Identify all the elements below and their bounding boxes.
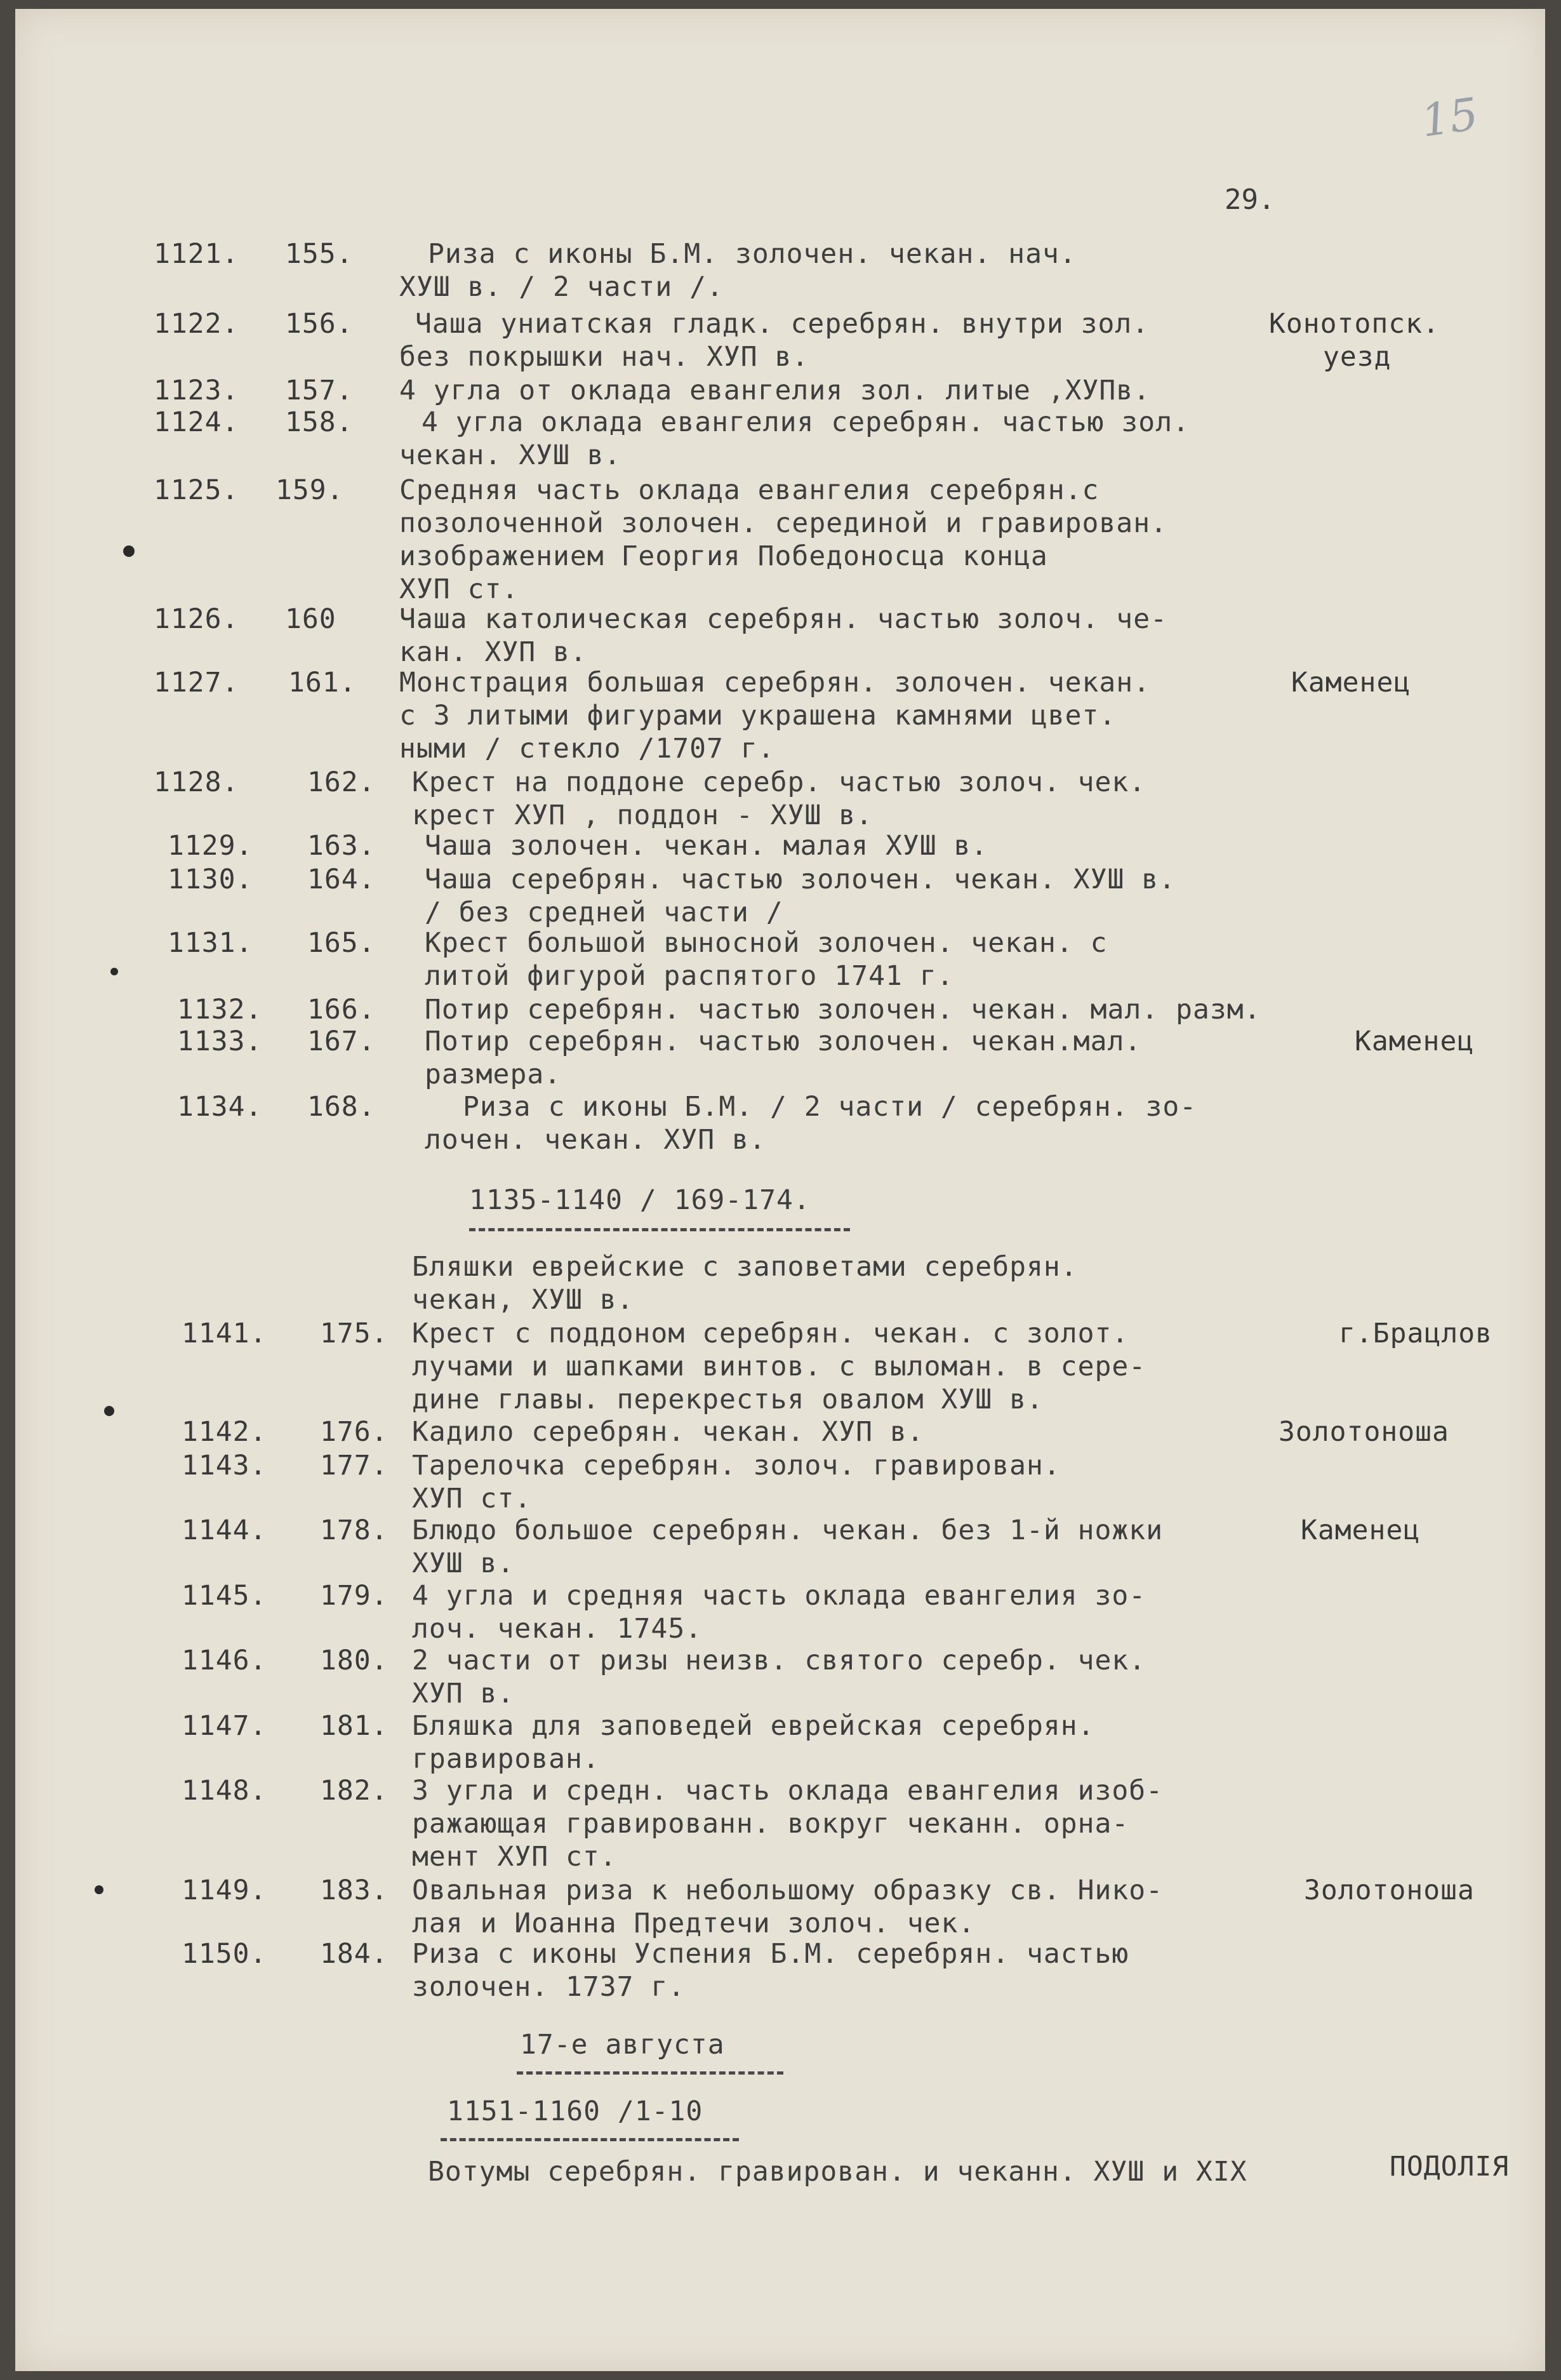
group-text-line: чекан, ХУШ в. bbox=[412, 1284, 634, 1316]
entry-text-line: с 3 литыми фигурами украшена камнями цвет. bbox=[399, 700, 1117, 732]
entry-text-line: Риза с иконы Б.М. / 2 части / серебрян. зо- bbox=[463, 1091, 1197, 1123]
entry-number: 1125. bbox=[154, 474, 239, 506]
entry-text-line: Средняя часть оклада евангелия серебрян.с bbox=[399, 474, 1099, 506]
entry-number: 1145. bbox=[182, 1580, 267, 1612]
group-text-line: Вотумы серебрян. гравирован. и чеканн. ХУШ и ХIХ bbox=[428, 2156, 1247, 2188]
entry-text-line: мент ХУП ст. bbox=[412, 1841, 617, 1873]
entry-place: Каменец bbox=[1291, 667, 1411, 699]
entry-old-number: 180. bbox=[320, 1645, 389, 1676]
entry-text-line: гравирован. bbox=[412, 1743, 600, 1775]
entry-text-line: Крест большой выносной золочен. чекан. с bbox=[425, 927, 1108, 959]
entry-old-number: 168. bbox=[307, 1091, 376, 1123]
entry-number: 1121. bbox=[154, 238, 239, 270]
entry-text-line: лочен. чекан. ХУП в. bbox=[425, 1124, 766, 1156]
entry-text-line: кан. ХУП в. bbox=[399, 636, 587, 668]
entry-text-line: Потир серебрян. частью золочен. чекан. мал. разм. bbox=[425, 994, 1261, 1026]
entry-old-number: 179. bbox=[320, 1580, 389, 1612]
entry-text-line: 2 части от ризы неизв. святого серебр. чек. bbox=[412, 1645, 1146, 1676]
entry-number: 1123. bbox=[154, 375, 239, 406]
entry-place: Каменец bbox=[1301, 1514, 1421, 1546]
entry-old-number: 178. bbox=[320, 1514, 389, 1546]
entry-text-line: Блюдо большое серебрян. чекан. без 1-й ножки bbox=[412, 1514, 1164, 1546]
entry-place: Золотоноша bbox=[1304, 1875, 1475, 1906]
entry-text-line: лая и Иоанна Предтечи золоч. чек. bbox=[412, 1908, 976, 1939]
entry-text-line: 3 угла и средн. часть оклада евангелия изоб- bbox=[412, 1775, 1164, 1807]
entry-old-number: 181. bbox=[320, 1710, 389, 1742]
entry-text-line: литой фигурой распятого 1741 г. bbox=[425, 960, 954, 992]
entry-place: уезд bbox=[1323, 341, 1392, 373]
entry-place: Каменец bbox=[1355, 1026, 1475, 1057]
entry-text-line: позолоченной золочен. серединой и гравирован. bbox=[399, 507, 1167, 539]
entry-old-number: 166. bbox=[307, 994, 376, 1026]
entry-place: ПОДОЛІЯ bbox=[1390, 2151, 1510, 2183]
entry-text-line: чекан. ХУШ в. bbox=[399, 439, 621, 471]
entry-place: г.Брацлов bbox=[1339, 1318, 1492, 1349]
page-number: 29. bbox=[1225, 184, 1275, 216]
entry-text-line: ХУП ст. bbox=[412, 1483, 532, 1514]
entry-number: 1133. bbox=[177, 1026, 263, 1057]
entry-text-line: изображением Георгия Победоносца конца bbox=[399, 540, 1048, 572]
entry-text-line: Тарелочка серебрян. золоч. гравирован. bbox=[412, 1450, 1061, 1481]
entry-text-line: ХУШ в. bbox=[412, 1548, 515, 1579]
dashed-underline bbox=[469, 1228, 850, 1231]
ink-speck bbox=[104, 1406, 114, 1416]
group-text-line: Бляшки еврейские с заповетами серебрян. bbox=[412, 1251, 1078, 1283]
entry-old-number: 159. bbox=[276, 474, 344, 506]
entry-text-line: Крест с поддоном серебрян. чекан. с золот. bbox=[412, 1318, 1129, 1349]
entry-number: 1142. bbox=[182, 1416, 267, 1448]
entry-old-number: 184. bbox=[320, 1938, 389, 1970]
entry-text-line: Овальная риза к небольшому образку св. Нико- bbox=[412, 1875, 1164, 1906]
entry-text-line: 4 угла оклада евангелия серебрян. частью зол. bbox=[422, 406, 1190, 438]
entry-number: 1144. bbox=[182, 1514, 267, 1546]
entry-text-line: без покрышки нач. ХУП в. bbox=[399, 341, 809, 373]
entry-number: 1128. bbox=[154, 766, 239, 798]
ink-speck bbox=[110, 968, 118, 975]
ink-speck bbox=[95, 1885, 103, 1894]
entry-text-line: размера. bbox=[425, 1059, 562, 1090]
entry-text-line: Чаша золочен. чекан. малая ХУШ в. bbox=[425, 830, 988, 862]
entry-old-number: 156. bbox=[285, 308, 354, 340]
entry-text-line: Риза с иконы Успения Б.М. серебрян. частью bbox=[412, 1938, 1129, 1970]
entry-place: Конотопск. bbox=[1269, 308, 1440, 340]
entry-old-number: 160 bbox=[285, 603, 336, 635]
entry-text-line: ражающая гравированн. вокруг чеканн. орна- bbox=[412, 1808, 1129, 1840]
entry-text-line: Монстрация большая серебрян. золочен. чекан. bbox=[399, 667, 1151, 699]
entry-text-line: Кадило серебрян. чекан. ХУП в. bbox=[412, 1416, 924, 1448]
entry-number: 1150. bbox=[182, 1938, 267, 1970]
entry-text-line: Крест на поддоне серебр. частью золоч. чек. bbox=[412, 766, 1146, 798]
document-page bbox=[15, 9, 1545, 2371]
entry-old-number: 157. bbox=[285, 375, 354, 406]
entry-text-line: 4 угла от оклада евангелия зол. литые ,ХУПв. bbox=[399, 375, 1151, 406]
entry-text-line: Риза с иконы Б.М. золочен. чекан. нач. bbox=[428, 238, 1077, 270]
entry-number: 1147. bbox=[182, 1710, 267, 1742]
group-header: 1151-1160 /1-10 bbox=[447, 2096, 703, 2127]
entry-text-line: ХУШ в. / 2 части /. bbox=[399, 271, 724, 303]
entry-text-line: ными / стекло /1707 г. bbox=[399, 733, 775, 765]
entry-old-number: 182. bbox=[320, 1775, 389, 1807]
entry-number: 1126. bbox=[154, 603, 239, 635]
entry-text-line: / без средней части / bbox=[425, 897, 783, 928]
entry-text-line: Чаша католическая серебрян. частью золоч. че- bbox=[399, 603, 1167, 635]
entry-text-line: 4 угла и средняя часть оклада евангелия зо- bbox=[412, 1580, 1146, 1612]
date-header: 17-е августа bbox=[520, 2029, 725, 2061]
entry-text-line: лоч. чекан. 1745. bbox=[412, 1613, 703, 1645]
entry-number: 1127. bbox=[154, 667, 239, 699]
entry-text-line: Чаша униатская гладк. серебрян. внутри зол. bbox=[415, 308, 1150, 340]
entry-old-number: 163. bbox=[307, 830, 376, 862]
entry-number: 1148. bbox=[182, 1775, 267, 1807]
entry-old-number: 177. bbox=[320, 1450, 389, 1481]
entry-old-number: 155. bbox=[285, 238, 354, 270]
entry-number: 1141. bbox=[182, 1318, 267, 1349]
entry-number: 1130. bbox=[168, 864, 253, 895]
entry-text-line: Потир серебрян. частью золочен. чекан.мал. bbox=[425, 1026, 1142, 1057]
entry-number: 1131. bbox=[168, 927, 253, 959]
entry-old-number: 164. bbox=[307, 864, 376, 895]
entry-number: 1134. bbox=[177, 1091, 263, 1123]
entry-old-number: 167. bbox=[307, 1026, 376, 1057]
entry-old-number: 175. bbox=[320, 1318, 389, 1349]
dashed-underline bbox=[517, 2071, 783, 2075]
entry-text-line: дине главы. перекрестья овалом ХУШ в. bbox=[412, 1384, 1044, 1415]
entry-number: 1143. bbox=[182, 1450, 267, 1481]
handwritten-page-mark: 15 bbox=[1418, 88, 1482, 147]
entry-old-number: 158. bbox=[285, 406, 354, 438]
entry-place: Золотоноша bbox=[1279, 1416, 1449, 1448]
entry-text-line: ХУП ст. bbox=[399, 573, 519, 605]
entry-number: 1122. bbox=[154, 308, 239, 340]
entry-text-line: ХУП в. bbox=[412, 1678, 515, 1709]
entry-text-line: крест ХУП , поддон - ХУШ в. bbox=[412, 799, 873, 831]
entry-number: 1146. bbox=[182, 1645, 267, 1676]
entry-number: 1149. bbox=[182, 1875, 267, 1906]
entry-old-number: 161. bbox=[288, 667, 357, 699]
entry-text-line: Чаша серебрян. частью золочен. чекан. ХУШ в. bbox=[425, 864, 1176, 895]
entry-text-line: лучами и шапками винтов. с выломан. в сере- bbox=[412, 1351, 1146, 1382]
entry-text-line: золочен. 1737 г. bbox=[412, 1971, 686, 2003]
entry-old-number: 162. bbox=[307, 766, 376, 798]
entry-old-number: 183. bbox=[320, 1875, 389, 1906]
group-header: 1135-1140 / 169-174. bbox=[469, 1184, 811, 1216]
ink-speck bbox=[123, 545, 135, 557]
entry-number: 1132. bbox=[177, 994, 263, 1026]
dashed-underline bbox=[441, 2138, 739, 2141]
entry-old-number: 165. bbox=[307, 927, 376, 959]
entry-number: 1129. bbox=[168, 830, 253, 862]
entry-number: 1124. bbox=[154, 406, 239, 438]
entry-old-number: 176. bbox=[320, 1416, 389, 1448]
entry-text-line: Бляшка для заповедей еврейская серебрян. bbox=[412, 1710, 1095, 1742]
